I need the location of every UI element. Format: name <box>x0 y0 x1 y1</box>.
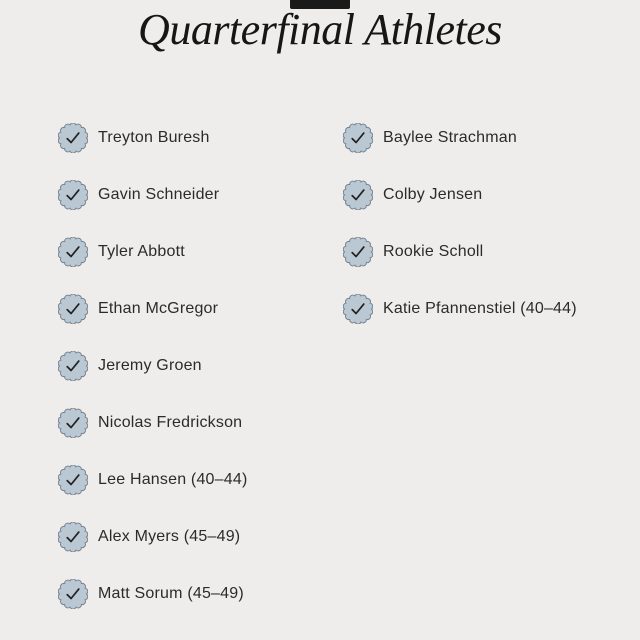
athlete-name: Lee Hansen (40–44) <box>98 471 248 488</box>
athlete-name: Colby Jensen <box>383 186 483 203</box>
athlete-list-item <box>343 294 577 324</box>
athlete-list-item <box>58 180 343 210</box>
athlete-name: Gavin Schneider <box>98 186 220 203</box>
checkmark-seal-icon <box>343 123 373 153</box>
athlete-list-item <box>343 123 577 153</box>
checkmark-seal-icon <box>58 123 88 153</box>
checkmark-seal-icon <box>58 579 88 609</box>
checkmark-seal-icon <box>343 237 373 267</box>
athlete-list-item <box>58 465 343 495</box>
athlete-list-item <box>58 294 343 324</box>
athlete-column-right <box>343 123 577 324</box>
athlete-name: Jeremy Groen <box>98 357 202 374</box>
athlete-list-item <box>58 237 343 267</box>
athlete-name: Matt Sorum (45–49) <box>98 585 244 602</box>
athlete-list-item <box>58 408 343 438</box>
checkmark-seal-icon <box>58 351 88 381</box>
athlete-name: Ethan McGregor <box>98 300 219 317</box>
checkmark-seal-icon <box>343 180 373 210</box>
page-title: Quarterfinal Athletes <box>138 5 502 54</box>
checkmark-seal-icon <box>58 522 88 552</box>
athlete-list-item <box>343 237 577 267</box>
athlete-list-item <box>58 579 343 609</box>
athlete-name: Tyler Abbott <box>98 243 185 260</box>
checkmark-seal-icon <box>58 180 88 210</box>
checkmark-seal-icon <box>58 408 88 438</box>
checkmark-seal-icon <box>58 465 88 495</box>
athlete-name: Treyton Buresh <box>98 129 210 146</box>
athlete-name: Katie Pfannenstiel (40–44) <box>383 300 577 317</box>
athlete-column-left <box>58 123 343 609</box>
checkmark-seal-icon <box>343 294 373 324</box>
athlete-name: Baylee Strachman <box>383 129 517 146</box>
athlete-name: Rookie Scholl <box>383 243 484 260</box>
athlete-list-item <box>58 123 343 153</box>
athlete-list <box>58 123 577 609</box>
athlete-name: Alex Myers (45–49) <box>98 528 241 545</box>
checkmark-seal-icon <box>58 294 88 324</box>
athlete-list-item <box>58 522 343 552</box>
checkmark-seal-icon <box>58 237 88 267</box>
athlete-list-item <box>58 351 343 381</box>
athlete-list-item <box>343 180 577 210</box>
athlete-name: Nicolas Fredrickson <box>98 414 243 431</box>
